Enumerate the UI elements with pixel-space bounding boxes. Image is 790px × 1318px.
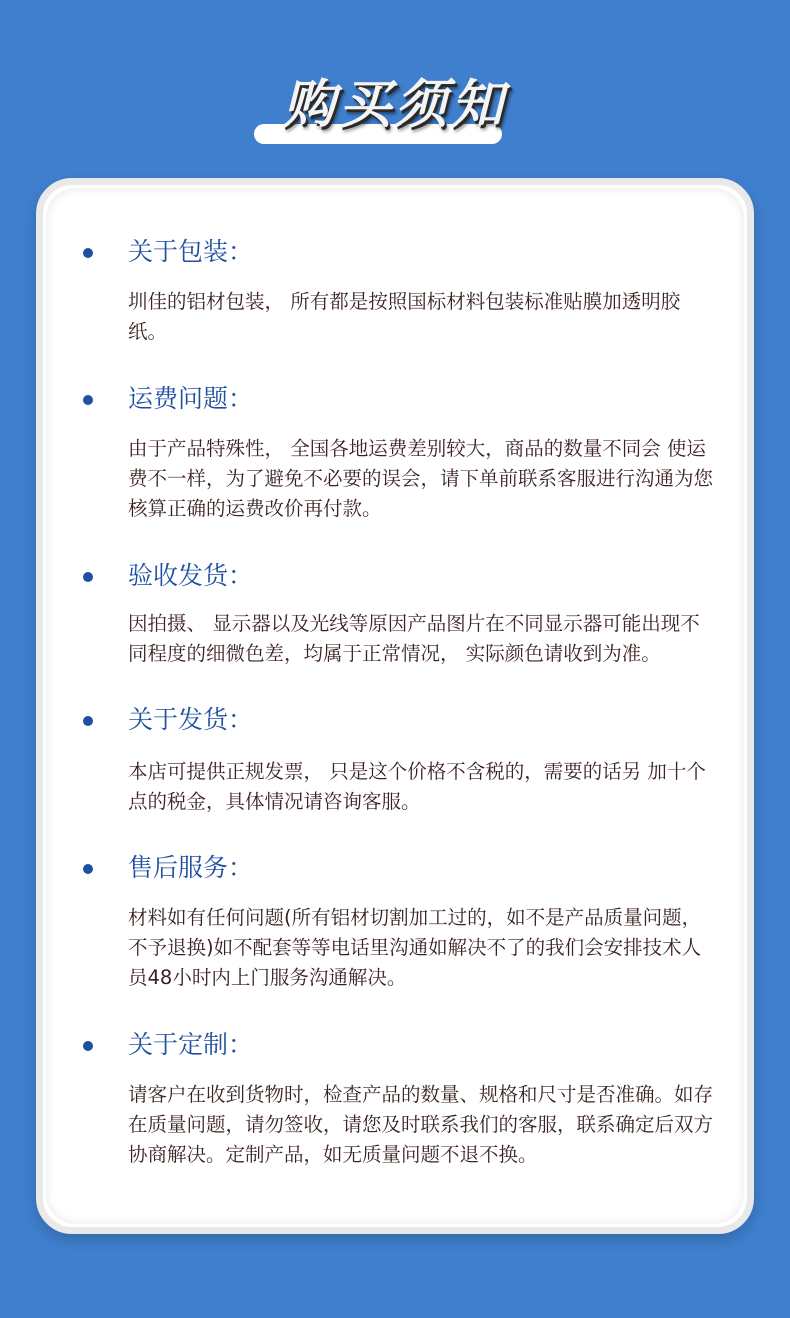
bullet-icon	[83, 572, 93, 582]
section-heading: 运费问题：	[128, 384, 254, 413]
section-body: 材料如有任何问题(所有铝材切割加工过的，如不是产品质量问题，不予退换)如不配套等等电话里沟通如解决不了的我们会安排技术人员48小时内上门服务沟通解决。	[128, 906, 702, 989]
bullet-icon	[83, 1041, 93, 1051]
section-heading: 验收发货：	[128, 561, 254, 590]
page-title: 购买须知	[282, 75, 507, 135]
bullet-icon	[83, 716, 93, 726]
section-body: 圳佳的铝材包装， 所有都是按照国标材料包装标准贴膜加透明胶纸。	[128, 290, 681, 343]
section-body: 由于产品特殊性， 全国各地运费差别较大，商品的数量不同会 使运费不一样，为了避免不必要的误会，请下单前联系客服进行沟通为您核算正确的运费改价再付款。	[128, 437, 714, 520]
section-heading: 关于定制：	[128, 1030, 254, 1059]
bullet-icon	[83, 248, 93, 258]
section-heading: 关于发货：	[128, 705, 254, 734]
section-heading: 关于包装：	[128, 237, 254, 266]
bullet-icon	[83, 395, 93, 405]
bullet-icon	[83, 864, 93, 874]
section-body: 本店可提供正规发票， 只是这个价格不含税的，需要的话另 加十个点的税金，具体情况请咨询客服。	[128, 760, 706, 813]
section-body: 请客户在收到货物时，检查产品的数量、规格和尺寸是否准确。如存在质量问题，请勿签收，请您及时联系我们的客服，联系确定后双方协商解决。定制产品，如无质量问题不退不换。	[128, 1083, 714, 1166]
title-banner	[0, 70, 790, 150]
section-heading: 售后服务：	[128, 853, 254, 882]
section-body: 因拍摄、 显示器以及光线等原因产品图片在不同显示器可能出现不同程度的细微色差，均属于正常情况， 实际颜色请收到为准。	[128, 612, 700, 665]
